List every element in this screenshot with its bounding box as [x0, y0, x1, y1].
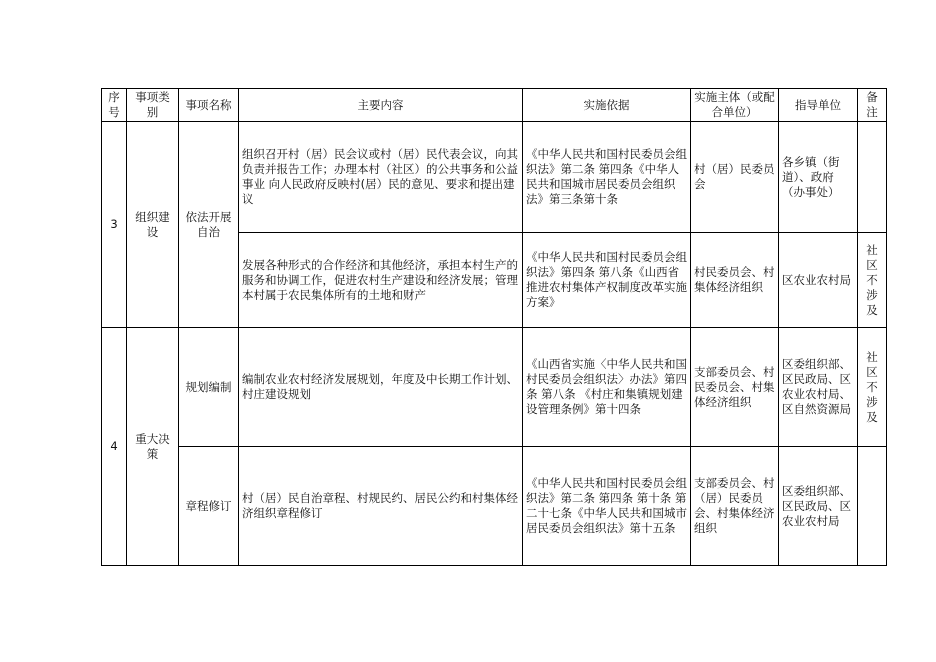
- implementing-body: 村民委员会、村集体经济组织: [691, 233, 779, 328]
- header-no: 序号: [102, 89, 127, 122]
- item-name: 依法开展自治: [179, 122, 239, 328]
- guiding-unit: 区委组织部、区民政局、区农业农村局、区自然资源局: [779, 328, 858, 447]
- header-category: 事项类别: [127, 89, 179, 122]
- table-row: [102, 447, 887, 566]
- item-category: 重大决策: [127, 328, 179, 566]
- table-row: [102, 122, 887, 233]
- implementing-body: 村（居）民委员会: [691, 122, 779, 233]
- header-name: 事项名称: [179, 89, 239, 122]
- policy-table: [101, 88, 887, 566]
- main-content: 发展各种形式的合作经济和其他经济，承担本村生产的服务和协调工作，促进农村生产建设和经济发展；管理本村属于农民集体所有的土地和财产: [239, 233, 523, 328]
- row-number: 3: [102, 122, 127, 328]
- table-row: [102, 328, 887, 447]
- header-guide: 指导单位: [779, 89, 858, 122]
- header-note: 备注: [858, 89, 887, 122]
- remark: 社区不涉及: [858, 328, 887, 447]
- implementing-body: 支部委员会、村（居）民委员会、村集体经济组织: [691, 447, 779, 566]
- guiding-unit: 区农业农村局: [779, 233, 858, 328]
- header-basis: 实施依据: [523, 89, 691, 122]
- legal-basis: 《中华人民共和国村民委员会组织法》第二条 第四条 第十条 第二十七条《中华人民共和国城市居民委员会组织法》第十五条: [523, 447, 691, 566]
- implementing-body: 支部委员会、村民委员会、村集体经济组织: [691, 328, 779, 447]
- main-content: 组织召开村（居）民会议或村（居）民代表会议，向其负责并报告工作；办理本村（社区）的公共事务和公益事业 向人民政府反映村(居）民的意见、要求和提出建议: [239, 122, 523, 233]
- legal-basis: 《中华人民共和国村民委员会组织法》第四条 第八条《山西省推进农村集体产权制度改革实施方案》: [523, 233, 691, 328]
- remark: 社区不涉及: [858, 233, 887, 328]
- header-content: 主要内容: [239, 89, 523, 122]
- legal-basis: 《中华人民共和国村民委员会组织法》第二条 第四条《中华人民共和国城市居民委员会组织法》第三条第十条: [523, 122, 691, 233]
- header-subject: 实施主体（或配合单位）: [691, 89, 779, 122]
- guiding-unit: 各乡镇（街道）、政府（办事处）: [779, 122, 858, 233]
- remark: [858, 447, 887, 566]
- item-name: 规划编制: [179, 328, 239, 447]
- main-content: 编制农业农村经济发展规划，年度及中长期工作计划、村庄建设规划: [239, 328, 523, 447]
- remark: [858, 122, 887, 233]
- header-row: [102, 89, 887, 122]
- item-category: 组织建设: [127, 122, 179, 328]
- guiding-unit: 区委组织部、区民政局、区农业农村局: [779, 447, 858, 566]
- row-number: 4: [102, 328, 127, 566]
- legal-basis: 《山西省实施〈中华人民共和国村民委员会组织法〉办法》第四条 第八条 《村庄和集镇规划建设管理条例》第十四条: [523, 328, 691, 447]
- main-content: 村（居）民自治章程、村规民约、居民公约和村集体经济组织章程修订: [239, 447, 523, 566]
- item-name: 章程修订: [179, 447, 239, 566]
